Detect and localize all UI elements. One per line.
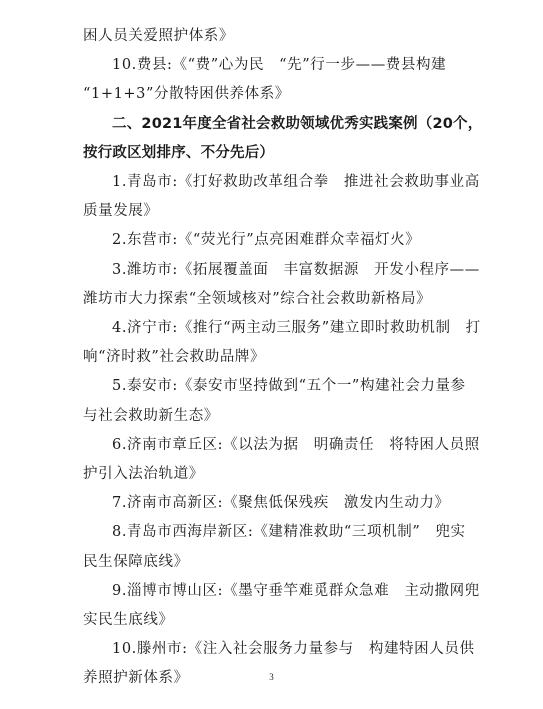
case-4-jining: 4.济宁市:《推行“两主动三服务”建立即时救助机制 打	[112, 320, 481, 337]
section-heading: 二、2021年度全省社会救助领域优秀实践案例（20个，	[112, 115, 483, 132]
case-9-boshan-cont: 实民生底线》	[83, 612, 174, 629]
case-10-tengzhou-cont: 养照护新体系》	[83, 670, 189, 687]
case-8-xihaian-cont: 民生保障底线》	[83, 553, 189, 570]
case-6-zhangqiu: 6.济南市章丘区:《以法为据 明确责任 将特困人员照	[112, 436, 480, 453]
case-3-weifang: 3.潍坊市:《拓展覆盖面 丰富数据源 开发小程序——	[112, 261, 480, 278]
case-4-jining-cont: 响“济时救”社会救助品牌》	[83, 349, 266, 366]
case-5-taian-cont: 与社会救助新生态》	[83, 407, 219, 424]
section-heading-cont: 按行政区划排序、不分先后）	[83, 144, 275, 161]
case-9-boshan: 9.淄博市博山区:《墨守垂竿难觅群众急难 主动撒网兜	[112, 582, 480, 599]
page-number: 3	[269, 672, 274, 682]
item-10-feixian: 10.费县:《“费”心为民 “先”行一步——费县构建	[112, 57, 447, 74]
case-8-xihaian: 8.青岛市西海岸新区:《建精准救助“三项机制” 兜实	[112, 524, 466, 541]
document-body	[83, 22, 483, 694]
case-2-dongying: 2.东营市:《“荧光行”点亮困难群众幸福灯火》	[112, 232, 421, 249]
case-1-qingdao-cont: 质量发展》	[83, 203, 159, 220]
text-line-continuation: 困人员关爱照护体系》	[83, 28, 234, 44]
case-3-weifang-cont: 潍坊市大力探索“全领域核对”综合社会救助新格局》	[83, 290, 432, 307]
case-1-qingdao: 1.青岛市:《打好救助改革组合拳 推进社会救助事业高	[112, 174, 480, 191]
case-7-gaoxin: 7.济南市高新区:《聚焦低保残疾 激发内生动力》	[112, 495, 450, 512]
case-5-taian: 5.泰安市:《泰安市坚持做到“五个一”构建社会力量参	[112, 378, 466, 395]
case-6-zhangqiu-cont: 护引入法治轨道》	[83, 466, 204, 483]
case-10-tengzhou: 10.滕州市:《注入社会服务力量参与 构建特困人员供	[112, 641, 475, 658]
item-10-feixian-cont: “1+1+3”分散特困供养体系》	[83, 86, 290, 103]
